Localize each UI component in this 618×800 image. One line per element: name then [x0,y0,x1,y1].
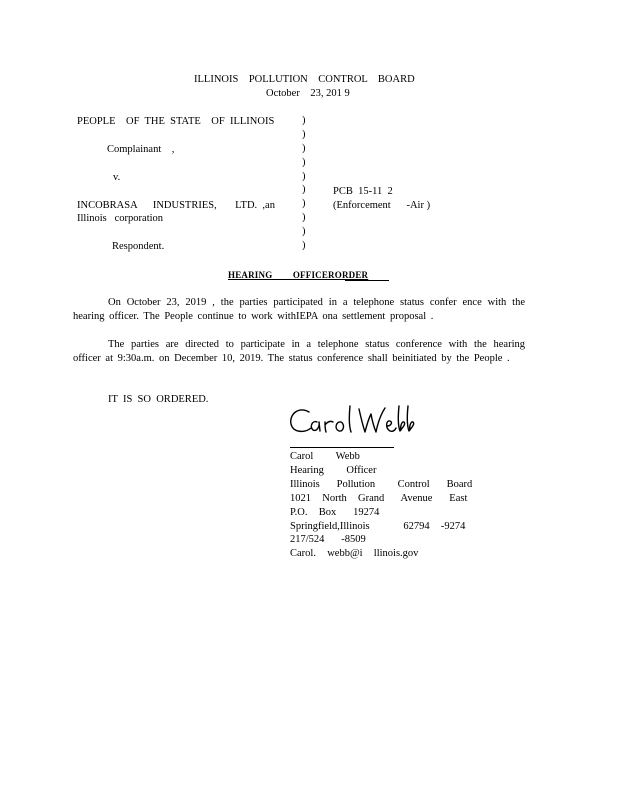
caption-bracket: ) [302,212,306,224]
email-address: Carol. webb@i llinois.gov [290,548,419,560]
caption-bracket: ) [302,170,306,182]
caption-bracket: ) [302,115,306,126]
signature-block [290,450,472,561]
phone-number: 217/524 -8509 [290,534,366,546]
caption-bracket: ) [302,184,306,196]
paragraph-2: The parties are directed to participate in a telephone status conference with the hearing officer at 9:30a.m. on December 10, 2019. The status conference shall beinitiated by the People . [73,339,525,365]
handwritten-signature [287,400,417,445]
order-title: HEARING OFFICERORDER [228,270,369,280]
city-state-zip: Springfield,Illinois 62794 -9274 [290,520,466,532]
caption-bracket: ) [302,142,306,154]
signer-title: Hearing Officer [290,464,377,476]
signature-line [290,447,394,448]
versus-label: v. [113,172,121,183]
caption-bracket: ) [302,226,306,238]
caption-bracket: ) [302,240,306,252]
closing-statement: IT IS SO ORDERED. [108,394,209,405]
order-title-underline-extension [345,280,389,281]
caption-bracket: ) [302,156,306,168]
po-box: P.O. Box 19274 [290,506,380,518]
caption-bracket: ) [302,128,306,140]
document-date: October 23, 201 9 [266,88,350,99]
plaintiff-role: Complainant , [107,144,175,155]
caption-bracket: ) [302,198,306,210]
street-address: 1021 North Grand Avenue East [290,492,468,504]
signer-organization: Illinois Pollution Control Board [290,478,473,490]
agency-title: ILLINOIS POLLUTION CONTROL BOARD [194,74,415,85]
case-type: (Enforcement -Air ) [333,200,431,211]
case-number: PCB 15-11 2 [333,186,393,197]
signer-name: Carol Webb [290,451,360,462]
defendant-name: INCOBRASA INDUSTRIES, LTD. ,an [77,200,275,211]
defendant-description: Illinois corporation [77,213,164,224]
defendant-role: Respondent. [112,241,165,252]
plaintiff-name: PEOPLE OF THE STATE OF ILLINOIS [77,116,275,127]
caption-bracket-column [302,114,306,253]
paragraph-1: On October 23, 2019 , the parties participated in a telephone status confer ence with the hearing officer. The People continue to work withIEPA ona settlement proposal . [73,297,525,323]
